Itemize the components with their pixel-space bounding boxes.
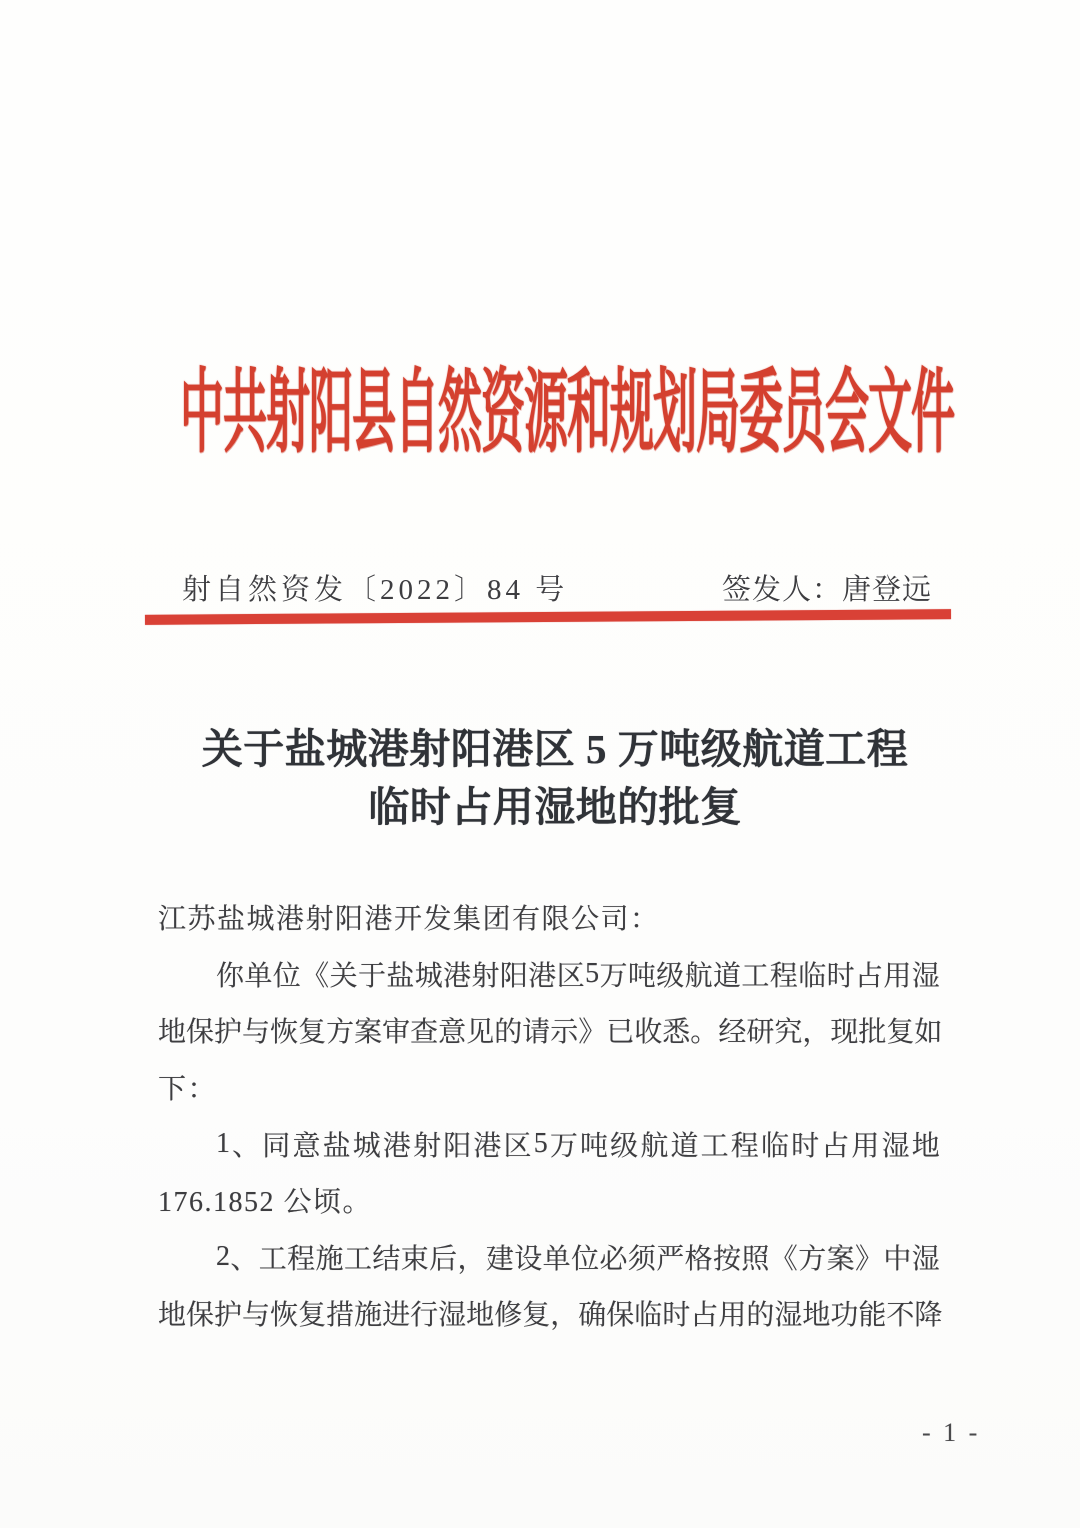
letterhead [0, 346, 1080, 465]
body-line: 176.1852 公顷。 [158, 1187, 373, 1219]
doc-signer: 签发人：唐登远 [721, 573, 932, 606]
body-line: 地 保 护 与 恢 复 方 案 审 查 意 见 的 请 示 》 已 收 悉 。 经 研 究 ， 现 批 复 如 [158, 1017, 943, 1049]
document-title-line-2: 临时占用湿地的批复 [368, 784, 742, 830]
page-number: - 1 - [922, 1418, 981, 1447]
document-title-line-1: 关于盐城港射阳港区 5 万吨级航道工程 [201, 726, 909, 772]
body-line: 江苏盐城港射阳港开发集团有限公司： [158, 904, 660, 936]
letterhead-org-title: 中共射阳县自然资源和规划局委员会文件 [180, 362, 954, 465]
red-divider [145, 609, 951, 625]
body-line: 1 、 同 意 盐 城 港 射 阳 港 区 5 万 吨 级 航 道 工 程 临 时 占 用 湿 地 [216, 1127, 940, 1162]
body-line: 你 单 位 《 关 于 盐 城 港 射 阳 港 区 5 万 吨 级 航 道 工 程 临 时 占 用 湿 [216, 957, 940, 992]
body [158, 889, 943, 1342]
doc-number: 射自然资发〔2022〕84 号 [182, 573, 569, 606]
document-title [15, 720, 1080, 836]
body-line: 2 、 工 程 施 工 结 束 后 ， 建 设 单 位 必 须 严 格 按 照 《 方 案 》 中 湿 [216, 1240, 940, 1275]
doc-meta-row [182, 568, 932, 606]
body-line: 地 保 护 与 恢 复 措 施 进 行 湿 地 修 复 ， 确 保 临 时 占 用 的 湿 地 功 能 不 降 [158, 1300, 943, 1332]
body-line: 下： [158, 1074, 218, 1106]
